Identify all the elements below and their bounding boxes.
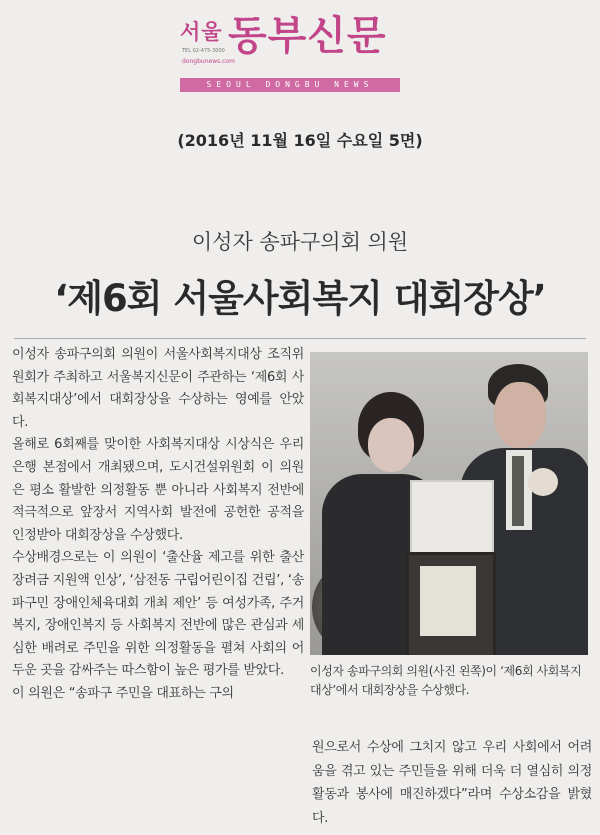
- masthead-info: TEL 02-475-3000: [182, 48, 225, 54]
- article-left-column: [12, 344, 304, 706]
- article-right-column: [312, 736, 592, 830]
- headline-rule: [14, 338, 586, 339]
- dateline: (2016년 11월 16일 수요일 5면): [177, 131, 423, 150]
- masthead-english-bar: SEOUL DONGBU NEWS: [180, 78, 400, 92]
- article-headline: ‘제6회 서울사회복지 대회장상’: [54, 277, 546, 320]
- masthead-name: 동부신문: [228, 13, 387, 59]
- paragraph-1: 이성자 송파구의회 의원이 서울사회복지대상 조직위원회가 주최하고 서울복지신문이 주관하는 ‘제6회 사회복지대상’에서 대회장상을 수상하는 영예를 안았다.: [12, 347, 304, 430]
- paragraph-5: 원으로서 수상에 그치지 않고 우리 사회에서 어려움을 겪고 있는 주민들을 위해 더욱 더 열심히 의정활동과 봉사에 매진하겠다”라며 수상소감을 밝혔다.: [312, 740, 592, 826]
- paragraph-3: 수상배경으로는 이 의원이 ‘출산율 제고를 위한 출산장려금 지원액 인상’, ‘삼전동 구립어린이집 건립’, ‘송파구민 장애인체육대회 개최 제안’ 등 여성가족, 주거복지, 장애인복지 등 사회복지 전반에 많은 관심과 세심한 배려로 주민을 위한 의정활동을 펼쳐 사회의 어두운 곳을 감싸주는 따스함이 높은 평가를 받았다.: [12, 550, 304, 679]
- paragraph-2: 올해로 6회째를 맞이한 사회복지대상 시상식은 우리은행 본점에서 개최됐으며, 도시건설위원회 이 의원은 평소 활발한 의정활동 뿐 아니라 사회복지 전반에 적극적으로 앞장서 지역사회 발전에 공헌한 공적을 인정받아 대회장상을 수상했다.: [12, 437, 304, 543]
- certificate: [410, 480, 494, 558]
- paragraph-4: 이 의원은 “송파구 주민을 대표하는 구의: [12, 685, 234, 701]
- article-subhead: 이성자 송파구의회 의원: [191, 230, 409, 254]
- masthead-seoul: 서울: [180, 20, 223, 44]
- masthead-site: dongbunews.com: [182, 58, 235, 65]
- masthead: [180, 6, 420, 98]
- award-photo: [310, 352, 588, 655]
- photo-caption: 이성자 송파구의회 의원(사진 왼쪽)이 ‘제6회 사회복지대상’에서 대회장상을 수상했다.: [310, 664, 582, 697]
